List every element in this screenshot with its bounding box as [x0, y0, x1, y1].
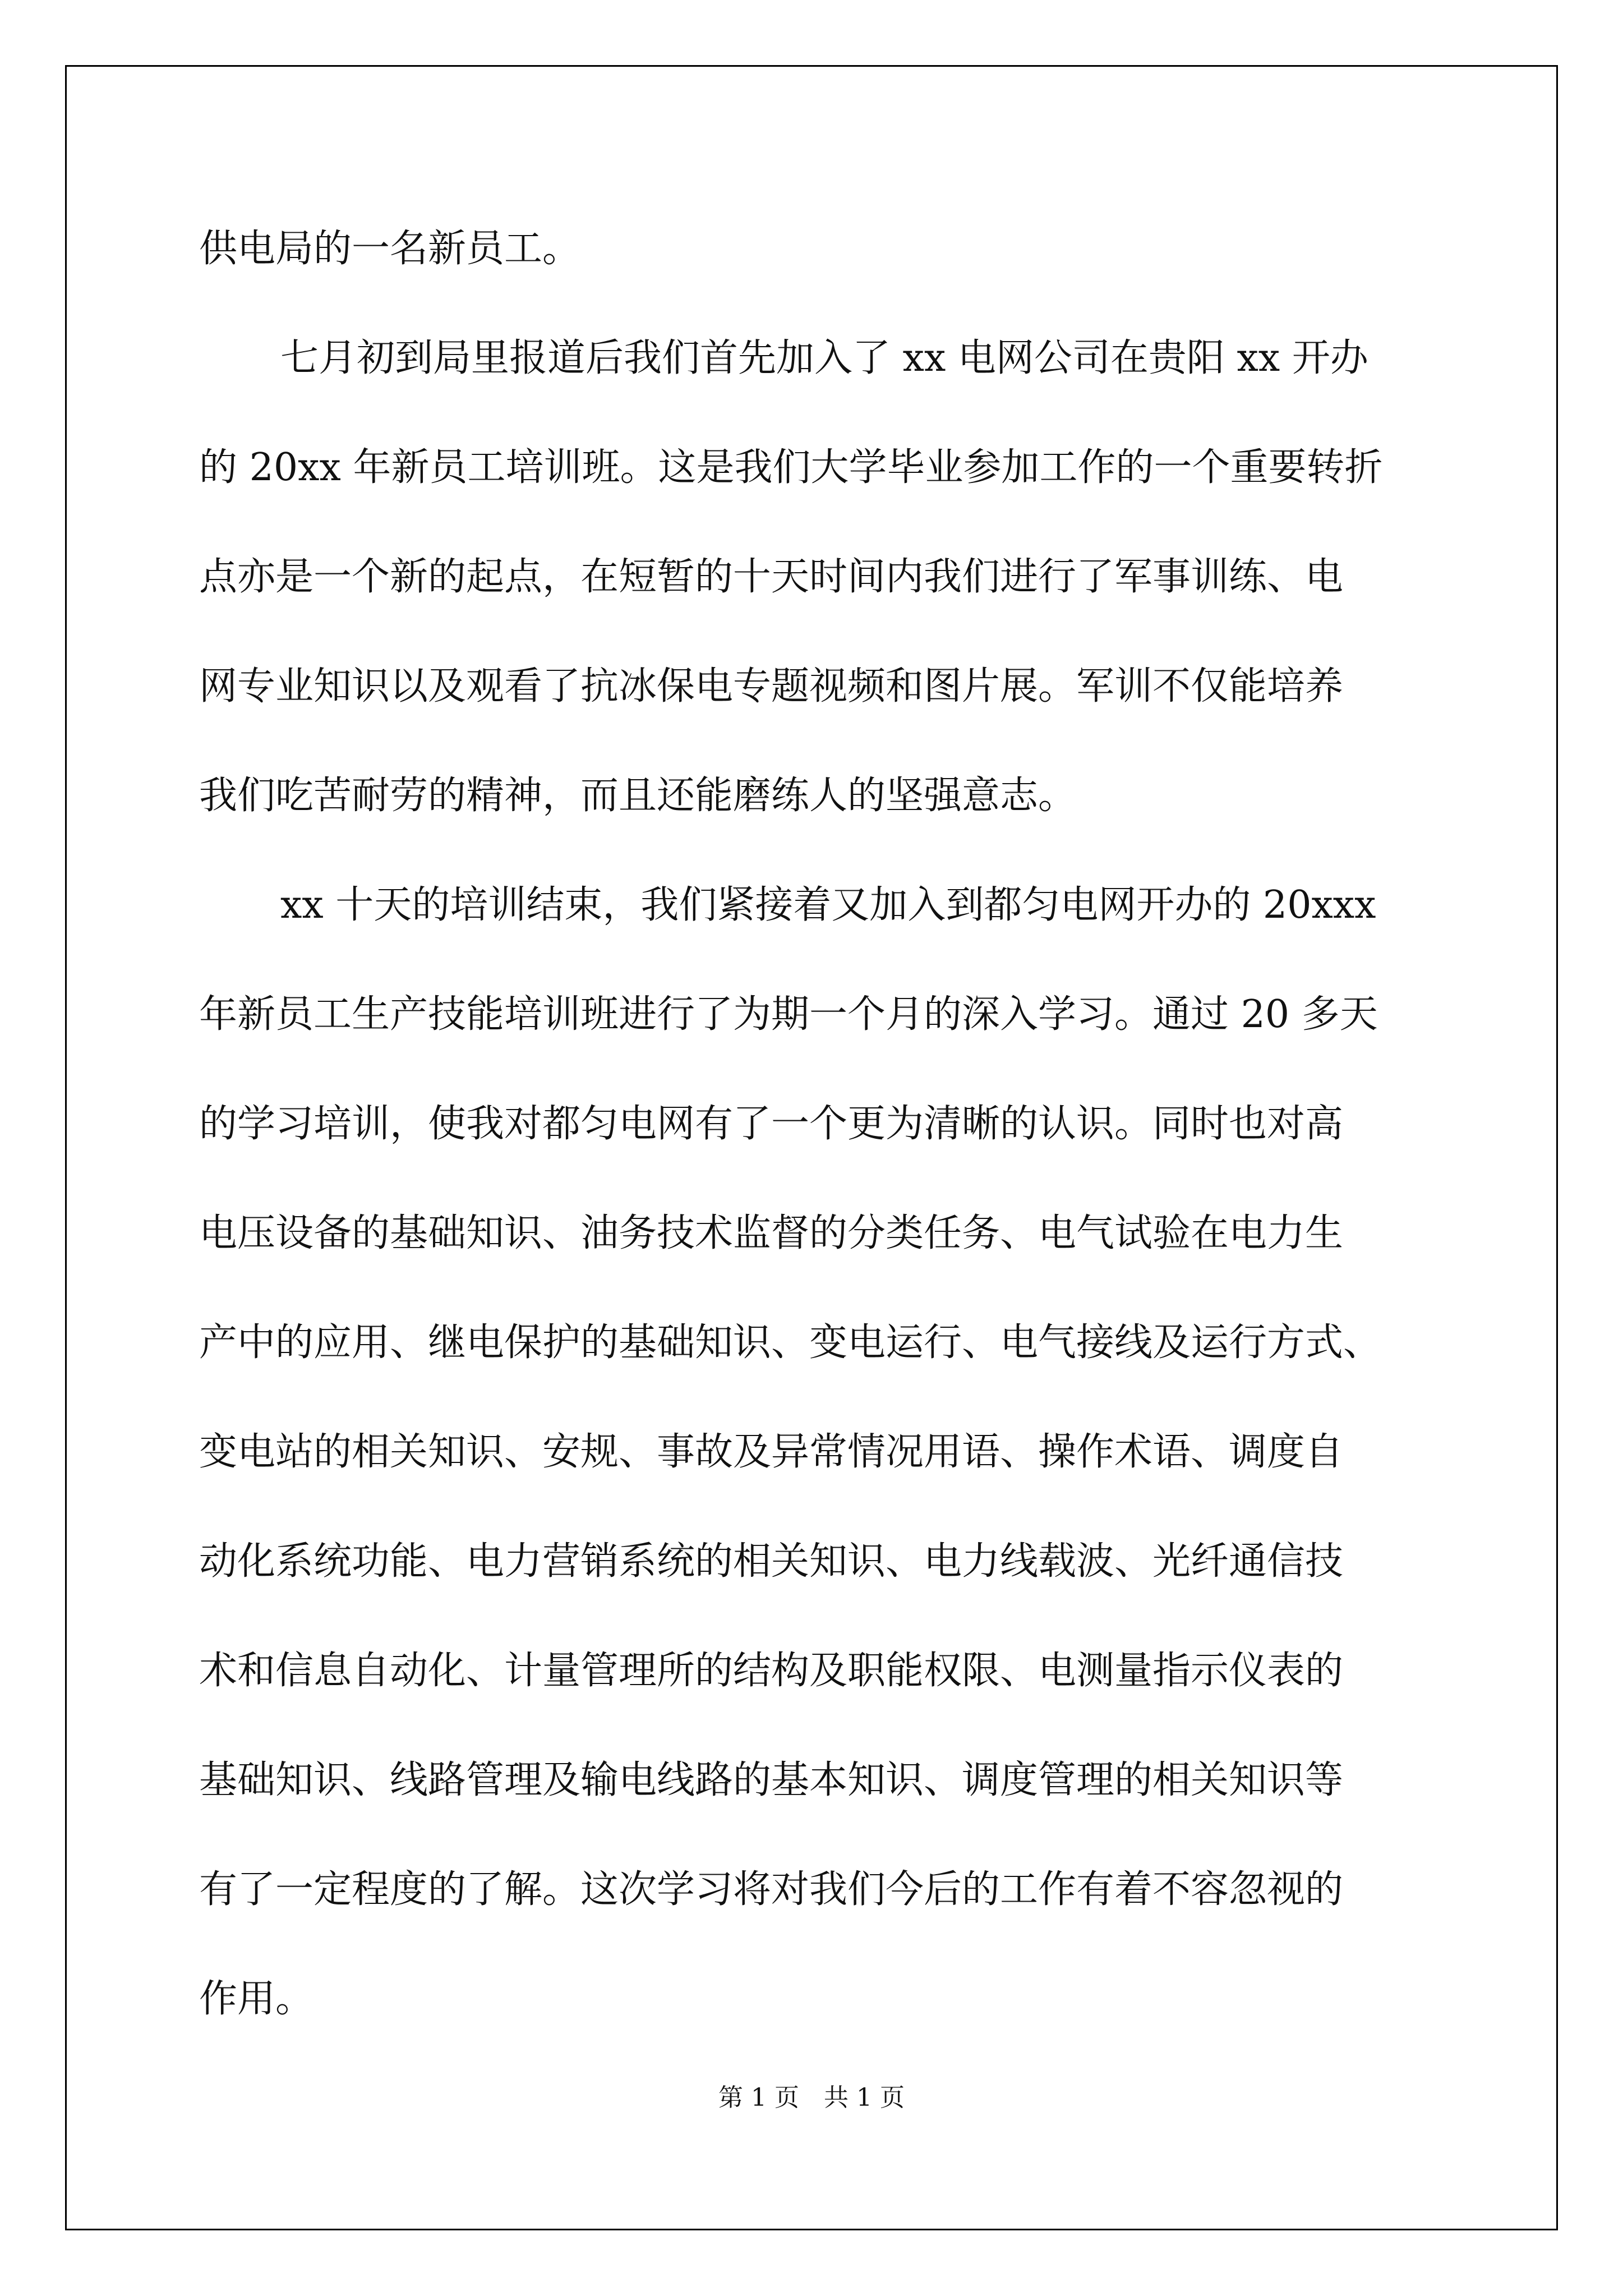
text-line-17: 作用。 — [199, 1977, 314, 2021]
text-line-16: 有了一定程度的了解。这次学习将对我们今后的工作有着不容忽视的 — [199, 1867, 1344, 1912]
text-line-10: 电压设备的基础知识、油务技术监督的分类任务、电气试验在电力生 — [199, 1211, 1344, 1255]
text-line-2: 七月初到局里报道后我们首先加入了 xx 电网公司在贵阳 xx 开办 — [280, 336, 1368, 380]
text-line-4: 点亦是一个新的起点，在短暂的十天时间内我们进行了军事训练、电 — [199, 555, 1344, 599]
text-line-5: 网专业知识以及观看了抗冰保电专题视频和图片展。军训不仅能培养 — [199, 664, 1344, 708]
text-line-11: 产中的应用、继电保护的基础知识、变电运行、电气接线及运行方式、 — [199, 1320, 1382, 1365]
text-line-3: 的 20xx 年新员工培训班。这是我们大学毕业参加工作的一个重要转折 — [199, 445, 1383, 490]
text-line-1: 供电局的一名新员工。 — [199, 227, 581, 271]
page-number-footer: 第 1 页 共 1 页 — [718, 2083, 905, 2112]
text-line-7: xx 十天的培训结束，我们紧接着又加入到都匀电网开办的 20xxx — [280, 883, 1376, 927]
text-line-9: 的学习培训，使我对都匀电网有了一个更为清晰的认识。同时也对高 — [199, 1102, 1344, 1146]
text-line-15: 基础知识、线路管理及输电线路的基本知识、调度管理的相关知识等 — [199, 1758, 1344, 1802]
text-line-12: 变电站的相关知识、安规、事故及异常情况用语、操作术语、调度自 — [199, 1430, 1344, 1474]
text-line-14: 术和信息自动化、计量管理所的结构及职能权限、电测量指示仪表的 — [199, 1649, 1344, 1693]
text-line-6: 我们吃苦耐劳的精神，而且还能磨练人的坚强意志。 — [199, 774, 1077, 818]
text-line-8: 年新员工生产技能培训班进行了为期一个月的深入学习。通过 20 多天 — [199, 992, 1378, 1037]
text-line-13: 动化系统功能、电力营销系统的相关知识、电力线载波、光纤通信技 — [199, 1539, 1344, 1584]
